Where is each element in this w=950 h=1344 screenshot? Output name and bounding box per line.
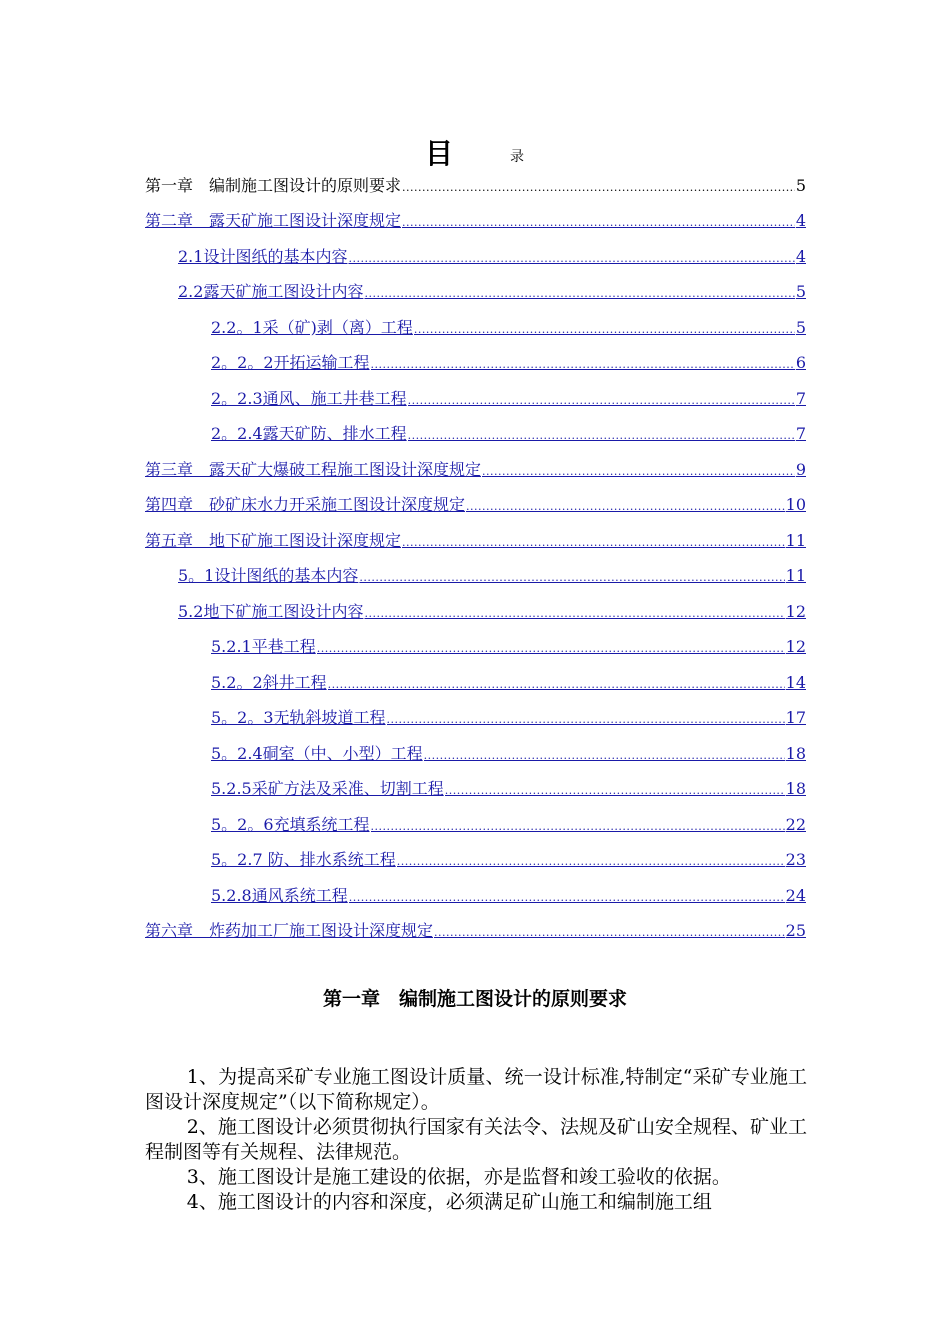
toc-entry-label: 5。2.7 防、排水系统工程 <box>211 850 396 869</box>
toc-entry[interactable] <box>145 525 806 551</box>
toc-leader-dots <box>371 357 795 373</box>
toc-entry[interactable] <box>145 170 806 196</box>
toc-entry[interactable] <box>211 312 806 338</box>
toc-leader-dots <box>402 535 785 551</box>
toc-leader-dots <box>402 180 795 196</box>
toc-entry[interactable] <box>211 347 806 373</box>
toc-entry[interactable] <box>145 454 806 480</box>
toc-entry-label: 5.2.8通风系统工程 <box>211 886 348 905</box>
toc-leader-dots <box>317 641 785 657</box>
toc-entry[interactable] <box>145 915 806 941</box>
toc-entry-page: 7 <box>795 424 806 443</box>
toc-entry[interactable] <box>178 596 806 622</box>
toc-entry-page: 18 <box>785 744 806 763</box>
toc-leader-dots <box>424 748 785 764</box>
toc-entry[interactable] <box>178 241 806 267</box>
toc-entry[interactable] <box>211 383 806 409</box>
toc-leader-dots <box>482 464 795 480</box>
toc-entry-label: 5.2地下矿施工图设计内容 <box>178 602 364 621</box>
toc-entry-label: 5。2。3无轨斜坡道工程 <box>211 708 386 727</box>
body-paragraph: 1、为提高采矿专业施工图设计质量、统一设计标准,特制定“采矿专业施工图设计深度规定”（以下简称规定）。 <box>145 1066 807 1113</box>
toc-entry[interactable] <box>211 418 806 444</box>
toc-entry-page: 18 <box>785 779 806 798</box>
toc-entry[interactable] <box>211 702 806 728</box>
toc-entry[interactable] <box>211 631 806 657</box>
toc-entry-label: 第五章 地下矿施工图设计深度规定 <box>145 531 402 550</box>
toc-entry-page: 14 <box>785 673 806 692</box>
toc-entry-page: 22 <box>785 815 806 834</box>
chapter-title: 第一章 编制施工图设计的原则要求 <box>322 988 627 1010</box>
toc-entry[interactable] <box>211 773 806 799</box>
toc-entry[interactable] <box>211 880 806 906</box>
toc-leader-dots <box>397 854 785 870</box>
toc-entry-page: 12 <box>785 602 806 621</box>
toc-entry-page: 7 <box>795 389 806 408</box>
toc-entry[interactable] <box>178 276 806 302</box>
toc-entry-page: 11 <box>785 566 806 585</box>
toc-entry-label: 5.2.5采矿方法及采准、切割工程 <box>211 779 444 798</box>
toc-entry-label: 2.1设计图纸的基本内容 <box>178 247 348 266</box>
toc-entry-label: 第三章 露天矿大爆破工程施工图设计深度规定 <box>145 460 482 479</box>
toc-entry-page: 24 <box>785 886 806 905</box>
toc-entry[interactable] <box>211 667 806 693</box>
toc-entry-label: 2。2。2开拓运输工程 <box>211 353 370 372</box>
toc-entry-page: 4 <box>795 247 806 266</box>
toc-leader-dots <box>348 251 794 267</box>
toc-entry-page: 17 <box>785 708 806 727</box>
toc-entry[interactable] <box>178 560 806 586</box>
toc-leader-dots <box>408 393 795 409</box>
toc-leader-dots <box>364 286 794 302</box>
toc-leader-dots <box>414 322 795 338</box>
toc-entry[interactable] <box>145 489 806 515</box>
body-paragraph: 3、施工图设计是施工建设的依据，亦是监督和竣工验收的依据。 <box>186 1166 731 1188</box>
toc-entry-page: 6 <box>795 353 806 372</box>
toc-leader-dots <box>371 819 785 835</box>
body-paragraph: 4、施工图设计的内容和深度，必须满足矿山施工和编制施工组 <box>186 1191 712 1213</box>
toc-entry[interactable] <box>211 844 806 870</box>
toc-entry-page: 10 <box>785 495 806 514</box>
toc-entry-page: 25 <box>785 921 806 940</box>
toc-entry-page: 5 <box>795 176 806 195</box>
toc-heading-main: 目 <box>425 137 454 170</box>
toc-entry-label: 2.2露天矿施工图设计内容 <box>178 282 364 301</box>
toc-entry-label: 2.2。1采（矿)剥（离）工程 <box>211 318 413 337</box>
toc-entry-page: 11 <box>785 531 806 550</box>
toc-entry-page: 5 <box>795 318 806 337</box>
toc-entry-page: 12 <box>785 637 806 656</box>
toc-entry-label: 第六章 炸药加工厂施工图设计深度规定 <box>145 921 434 940</box>
toc-entry-label: 5.2.1平巷工程 <box>211 637 316 656</box>
body-paragraph: 2、施工图设计必须贯彻执行国家有关法令、法规及矿山安全规程、矿业工程制图等有关规程、法律规范。 <box>145 1116 807 1163</box>
toc-leader-dots <box>349 890 785 906</box>
toc-entry-label: 第四章 砂矿床水力开采施工图设计深度规定 <box>145 495 466 514</box>
toc-entry-label: 5.2。2斜井工程 <box>211 673 327 692</box>
toc-heading-sub: 录 <box>510 149 524 165</box>
chapter-body <box>145 1065 807 1215</box>
toc-entry-label: 5。1设计图纸的基本内容 <box>178 566 359 585</box>
toc-entry-label: 2。2.4露天矿防、排水工程 <box>211 424 407 443</box>
toc-leader-dots <box>408 428 795 444</box>
toc-leader-dots <box>466 499 785 515</box>
toc-entry-page: 9 <box>795 460 806 479</box>
toc-entry-page: 23 <box>785 850 806 869</box>
toc-leader-dots <box>445 783 785 799</box>
toc-leader-dots <box>387 712 785 728</box>
toc-entry-label: 第二章 露天矿施工图设计深度规定 <box>145 211 402 230</box>
toc-entry[interactable] <box>211 738 806 764</box>
toc-entry[interactable] <box>211 809 806 835</box>
toc-leader-dots <box>359 570 784 586</box>
toc-entry-page: 5 <box>795 282 806 301</box>
toc-entry-label: 5。2.4硐室（中、小型）工程 <box>211 744 423 763</box>
toc-leader-dots <box>434 925 785 941</box>
toc-leader-dots <box>328 677 785 693</box>
toc-entry-page: 4 <box>795 211 806 230</box>
toc-entry-label: 2。2.3通风、施工井巷工程 <box>211 389 407 408</box>
toc-entry-label: 第一章 编制施工图设计的原则要求 <box>145 176 402 195</box>
toc-leader-dots <box>402 215 795 231</box>
toc-heading <box>0 132 950 168</box>
toc-leader-dots <box>364 606 784 622</box>
toc-entry[interactable] <box>145 205 806 231</box>
toc-entry-label: 5。2。6充填系统工程 <box>211 815 370 834</box>
